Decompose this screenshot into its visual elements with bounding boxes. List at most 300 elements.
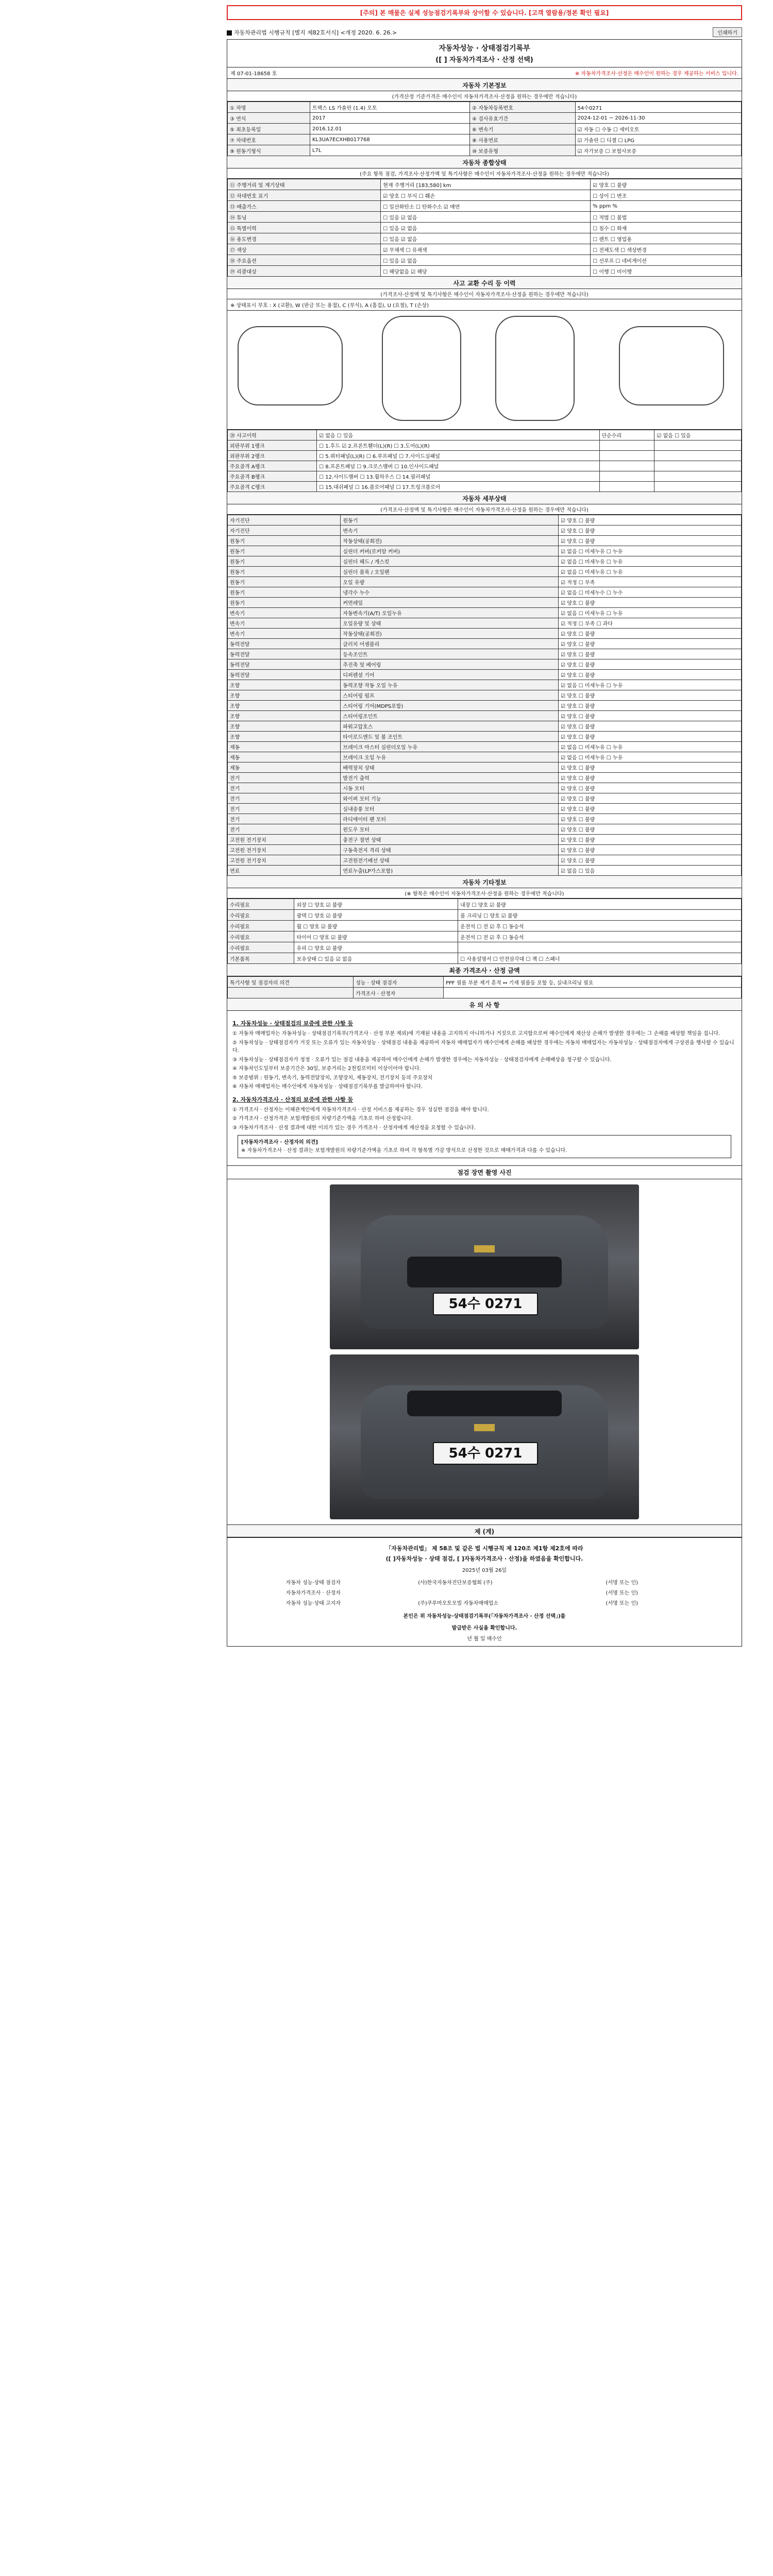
info-row bbox=[228, 145, 742, 156]
detail-cell: 전기 bbox=[228, 793, 341, 804]
detail-row bbox=[228, 598, 742, 608]
accident-cell bbox=[654, 482, 742, 492]
options-cell: ☐ 사용설명서 ☐ 안전삼각대 ☐ 잭 ☐ 스패너 bbox=[458, 953, 742, 964]
car-side-left-icon bbox=[238, 326, 343, 405]
detail-cell: ☑ 없음 ☐ 있음 bbox=[559, 866, 742, 876]
inspection-photo-front bbox=[330, 1184, 639, 1349]
overall-cell: ☐ 있음 ☑ 없음 bbox=[381, 255, 591, 266]
detail-cell: 추진축 및 베어링 bbox=[341, 659, 559, 670]
section-sub-info: (가격산정 기준가격은 매수인이 자동차가격조사·산정을 원하는 경우에만 적습니다) bbox=[227, 91, 742, 101]
info-row bbox=[228, 113, 742, 124]
detail-row bbox=[228, 639, 742, 649]
options-table bbox=[227, 899, 742, 964]
result-cell: PPF 필름 부분 제거 흔적 ↔ 기재 필름등 포함 등, 실내크리닝 필요 bbox=[443, 977, 741, 988]
detail-row bbox=[228, 793, 742, 804]
section-sub-detail: (가격조사·산정액 및 특기사항은 매수인이 자동차가격조사·산정을 원하는 경우에만 적습니다) bbox=[227, 504, 742, 515]
accident-cell: ☐ 12.사이드멤버 ☐ 13.휠하우스 ☐ 14.필러패널 bbox=[317, 471, 599, 482]
detail-row bbox=[228, 824, 742, 835]
detail-cell: 변속기 bbox=[228, 618, 341, 629]
detail-cell: ☑ 양호 ☐ 불량 bbox=[559, 762, 742, 773]
detail-cell: 조향 bbox=[228, 701, 341, 711]
price-opinion-box bbox=[238, 1135, 731, 1158]
detail-row bbox=[228, 711, 742, 721]
detail-cell: 원동기 bbox=[228, 567, 341, 577]
section-title-options: 자동차 기타정보 bbox=[227, 876, 742, 888]
detail-cell: ☑ 없음 ☐ 미세누유 ☐ 누유 bbox=[559, 546, 742, 556]
detail-cell: 작동상태(공회전) bbox=[341, 536, 559, 546]
overall-row bbox=[228, 212, 742, 223]
result-table bbox=[227, 976, 742, 998]
detail-row bbox=[228, 536, 742, 546]
detail-cell: 원동기 bbox=[228, 577, 341, 587]
overall-cell: ☐ 일산화탄소 ☐ 탄화수소 ☑ 매연 bbox=[381, 201, 591, 212]
accident-cell bbox=[599, 451, 654, 461]
square-bullet-icon bbox=[227, 30, 232, 36]
detail-cell: ☑ 양호 ☐ 불량 bbox=[559, 814, 742, 824]
accident-row bbox=[228, 430, 742, 440]
overall-cell: ⑪ 주행거리 및 계기상태 bbox=[228, 179, 381, 190]
price-opinion-title: [자동차가격조사 · 산정자의 의견] bbox=[241, 1140, 318, 1146]
detail-cell: ☑ 양호 ☐ 불량 bbox=[559, 659, 742, 670]
detail-table bbox=[227, 515, 742, 876]
detail-cell: 타이로드엔드 및 볼 조인트 bbox=[341, 732, 559, 742]
section-title-end: 제 (계) bbox=[227, 1524, 742, 1537]
info-cell: ① 차명 bbox=[228, 102, 310, 113]
detail-cell: 등속조인트 bbox=[341, 649, 559, 659]
overall-row bbox=[228, 179, 742, 190]
detail-cell: 자기진단 bbox=[228, 515, 341, 526]
notes-heading-1: 1. 자동차성능 · 상태점검의 보증에 관한 사항 등 bbox=[232, 1020, 354, 1027]
detail-cell: ☑ 양호 ☐ 불량 bbox=[559, 515, 742, 526]
document-headline bbox=[227, 67, 742, 79]
info-cell: 54수0271 bbox=[575, 102, 741, 113]
detail-row bbox=[228, 515, 742, 526]
detail-cell: ☑ 양호 ☐ 불량 bbox=[559, 536, 742, 546]
info-cell: 2016.12.01 bbox=[310, 124, 469, 134]
detail-cell: 조향 bbox=[228, 711, 341, 721]
overall-cell: ☐ 있음 ☑ 없음 bbox=[381, 212, 591, 223]
detail-row bbox=[228, 732, 742, 742]
overall-cell: ⑬ 배출가스 bbox=[228, 201, 381, 212]
accident-cell: 외판부위 2랭크 bbox=[228, 451, 317, 461]
accident-legend bbox=[227, 299, 742, 311]
certification-date: 2025년 03월 26일 bbox=[462, 1568, 507, 1574]
signer-row bbox=[283, 1597, 686, 1607]
detail-row bbox=[228, 556, 742, 567]
info-cell: ☑ 자동 ☐ 수동 ☐ 세미오토 bbox=[575, 124, 741, 134]
accident-legend-text: ※ 상태표시 부호 : X (교환), W (판금 또는 용접), C (부식), A (흠집), U (요철), T (손상) bbox=[230, 303, 429, 309]
info-cell: ⑤ 최초등록일 bbox=[228, 124, 310, 134]
notes-heading-2: 2. 자동차가격조사 · 산정의 보증에 관한 사항 등 bbox=[232, 1096, 354, 1103]
overall-row bbox=[228, 255, 742, 266]
detail-cell: 제동 bbox=[228, 762, 341, 773]
info-cell: ④ 검사유효기간 bbox=[470, 113, 575, 124]
overall-cell: ☐ 적법 ☐ 불법 bbox=[591, 212, 742, 223]
buyer-sign-line: 년 월 일 매수인 bbox=[467, 1636, 502, 1642]
detail-cell: ☑ 양호 ☐ 불량 bbox=[559, 721, 742, 732]
section-sub-options: (※ 항목은 매수인이 자동차가격조사·산정을 원하는 경우에만 적습니다) bbox=[227, 888, 742, 899]
detail-cell: 전기 bbox=[228, 783, 341, 793]
result-cell bbox=[228, 988, 354, 998]
detail-row bbox=[228, 526, 742, 536]
detail-cell: 파워고압호스 bbox=[341, 721, 559, 732]
options-cell: 내장 ☐ 양호 ☑ 불량 bbox=[458, 899, 742, 910]
overall-row bbox=[228, 233, 742, 244]
detail-cell: 원동기 bbox=[228, 536, 341, 546]
detail-cell: ☑ 양호 ☐ 불량 bbox=[559, 670, 742, 680]
price-opinion-text: ※ 자동차가격조사 · 산정 결과는 보험개발원의 차량기준가액을 기초로 하여 각 항목별 가감 방식으로 산정한 것으로 매매가격과 다를 수 있습니다. bbox=[241, 1147, 567, 1154]
options-row bbox=[228, 942, 742, 953]
result-cell: 특기사항 및 점검자의 의견 bbox=[228, 977, 354, 988]
detail-cell: 동력전달 bbox=[228, 659, 341, 670]
section-title-notes: 유 의 사 항 bbox=[227, 998, 742, 1011]
accident-cell bbox=[599, 482, 654, 492]
info-row bbox=[228, 134, 742, 145]
overall-cell: ☐ 전체도색 ☐ 색상변경 bbox=[591, 244, 742, 255]
detail-cell: 전기 bbox=[228, 814, 341, 824]
note-paragraph: ① 가격조사 · 산정자는 이해관계인에게 자동차가격조사 · 산정 서비스를 제공하는 경우 성실한 점검을 해야 합니다. bbox=[232, 1107, 489, 1113]
detail-cell: ☑ 양호 ☐ 불량 bbox=[559, 639, 742, 649]
detail-cell: 배력장치 상태 bbox=[341, 762, 559, 773]
info-cell: ⑦ 차대번호 bbox=[228, 134, 310, 145]
detail-cell: ☑ 양호 ☐ 불량 bbox=[559, 629, 742, 639]
detail-cell: 변속기 bbox=[228, 629, 341, 639]
options-cell: 수리필요 bbox=[228, 899, 294, 910]
overall-cell: ☐ 해당없음 ☑ 해당 bbox=[381, 266, 591, 277]
detail-cell: 고전원 전기장치 bbox=[228, 845, 341, 855]
options-cell: 운전석 ☐ 전 ☑ 후 ☐ 동승석 bbox=[458, 921, 742, 931]
detail-cell: 조향 bbox=[228, 732, 341, 742]
top-bar bbox=[227, 27, 742, 37]
signer-row bbox=[283, 1577, 686, 1587]
detail-cell: 연료 bbox=[228, 866, 341, 876]
accident-cell: 주요골격 C랭크 bbox=[228, 482, 317, 492]
accident-cell bbox=[599, 461, 654, 471]
document-header bbox=[227, 40, 742, 67]
detail-row bbox=[228, 618, 742, 629]
detail-cell: ☑ 적정 ☐ 부족 ☐ 과다 bbox=[559, 618, 742, 629]
result-cell: 가격조사 · 산정자 bbox=[354, 988, 444, 998]
detail-row bbox=[228, 721, 742, 732]
detail-cell: ☑ 양호 ☐ 불량 bbox=[559, 701, 742, 711]
car-bottom-icon bbox=[495, 316, 575, 421]
options-row bbox=[228, 931, 742, 942]
section-title-result: 최종 가격조사 · 산정 금액 bbox=[227, 964, 742, 976]
note-paragraph: ③ 자동차가격조사 · 산정 결과에 대한 이의가 있는 경우 가격조사 · 산정자에게 재산정을 요청할 수 있습니다. bbox=[232, 1125, 476, 1131]
result-row bbox=[228, 977, 742, 988]
detail-cell: 원동기 bbox=[228, 556, 341, 567]
accident-cell: ☐ 1.후드 ☑ 2.프론트휀더(L)(R) ☐ 3.도어(L)(R) bbox=[317, 440, 599, 451]
detail-cell: 커먼레일 bbox=[341, 598, 559, 608]
form-title bbox=[227, 28, 397, 37]
detail-cell: 제동 bbox=[228, 742, 341, 752]
accident-cell: ☐ 5.쿼터패널(L)(R) ☐ 6.루프패널 ☐ 7.사이드실패널 bbox=[317, 451, 599, 461]
note-paragraph: ⑥ 자동차 매매업자는 매수인에게 자동차성능 · 상태점검기록부를 발급하여야 합니다. bbox=[232, 1084, 423, 1090]
detail-cell: 작동상태(공회전) bbox=[341, 629, 559, 639]
car-grille bbox=[407, 1257, 562, 1287]
detail-cell: 구동축전지 격리 상태 bbox=[341, 845, 559, 855]
detail-cell: 원동기 bbox=[341, 515, 559, 526]
section-title-overall: 자동차 종합상태 bbox=[227, 156, 742, 168]
accident-row bbox=[228, 471, 742, 482]
detail-cell: 클러치 어셈블리 bbox=[341, 639, 559, 649]
overall-cell: ☐ 상이 ☐ 변조 bbox=[591, 190, 742, 201]
document bbox=[227, 0, 742, 1647]
accident-cell bbox=[654, 471, 742, 482]
overall-cell: ⑫ 차대번호 표기 bbox=[228, 190, 381, 201]
accident-row bbox=[228, 440, 742, 451]
section-title-detail: 자동차 세부상태 bbox=[227, 492, 742, 504]
detail-cell: 디퍼렌셜 기어 bbox=[341, 670, 559, 680]
detail-cell: 와이퍼 모터 기능 bbox=[341, 793, 559, 804]
detail-cell: ☑ 양호 ☐ 불량 bbox=[559, 783, 742, 793]
options-cell: 룸 크리닝 ☐ 양호 ☑ 불량 bbox=[458, 910, 742, 921]
overall-row bbox=[228, 266, 742, 277]
signer-cell: 자동차가격조사 · 산정자 bbox=[285, 1590, 341, 1596]
print-button[interactable]: 인쇄하기 bbox=[713, 27, 742, 37]
detail-cell: 제동 bbox=[228, 752, 341, 762]
info-cell: ③ 연식 bbox=[228, 113, 310, 124]
buyer-confirm-1: 본인은 위 자동차성능·상태점검기록부(「자동차가격조사 · 산정 선택」)를 bbox=[403, 1614, 566, 1620]
detail-cell: ☑ 없음 ☐ 미세누유 ☐ 누유 bbox=[559, 567, 742, 577]
detail-cell: 동력조향 작동 오일 누유 bbox=[341, 680, 559, 690]
note-paragraph: ① 자동차 매매업자는 자동차성능 · 상태점검기록부(가격조사 · 산정 부분 제외)에 기재된 내용을 고지하지 아니하거나 거짓으로 고지함으로써 매수인에게 재산상 손해가 발생한 경우에는 그 손해를 배상할 책임을 집니다. bbox=[232, 1031, 720, 1037]
accident-cell bbox=[654, 461, 742, 471]
notes-list-1 bbox=[232, 1030, 736, 1091]
detail-row bbox=[228, 577, 742, 587]
overall-cell: ☐ 선루프 ☐ 네비게이션 bbox=[591, 255, 742, 266]
detail-row bbox=[228, 680, 742, 690]
section-title-info: 자동차 기본정보 bbox=[227, 79, 742, 91]
info-cell: ⑧ 사용연료 bbox=[470, 134, 575, 145]
detail-cell: ☑ 없음 ☐ 미세누유 ☐ 누유 bbox=[559, 752, 742, 762]
detail-cell: 충전구 절연 상태 bbox=[341, 835, 559, 845]
signer-cell: 자동차 성능·상태 고지자 bbox=[285, 1600, 341, 1606]
detail-cell: 조향 bbox=[228, 721, 341, 732]
detail-cell: 변속기 bbox=[341, 526, 559, 536]
detail-cell: 원동기 bbox=[228, 587, 341, 598]
detail-row bbox=[228, 629, 742, 639]
overall-cell: 현재 주행거리 [183,580] km bbox=[381, 179, 591, 190]
section-sub-accident: (가격조사·산정액 및 특기사항은 매수인이 자동차가격조사·산정을 원하는 경우에만 적습니다) bbox=[227, 289, 742, 299]
detail-cell: 실린더 커버(로커암 커버) bbox=[341, 546, 559, 556]
detail-cell: 윈도우 모터 bbox=[341, 824, 559, 835]
warning-banner: [주의] 본 매물은 실제 성능점검기록부와 상이할 수 있습니다. [고객 열람용/정본 확인 필요] bbox=[227, 5, 742, 20]
info-cell: ⑥ 변속기 bbox=[470, 124, 575, 134]
detail-cell: 라디에이터 팬 모터 bbox=[341, 814, 559, 824]
detail-cell: 전기 bbox=[228, 773, 341, 783]
accident-cell: 외판부위 1랭크 bbox=[228, 440, 317, 451]
options-cell: 수리필요 bbox=[228, 910, 294, 921]
detail-cell: ☑ 양호 ☐ 불량 bbox=[559, 845, 742, 855]
signer-cell: (서명 또는 인) bbox=[606, 1580, 638, 1586]
overall-cell: ☑ 무채색 ☐ 유채색 bbox=[381, 244, 591, 255]
detail-row bbox=[228, 546, 742, 556]
overall-row bbox=[228, 223, 742, 233]
license-plate-front: 54수 0271 bbox=[433, 1293, 538, 1315]
info-cell: ⑨ 원동기형식 bbox=[228, 145, 310, 156]
info-cell: 2024-12-01 ~ 2026-11-30 bbox=[575, 113, 741, 124]
notes-body bbox=[227, 1011, 742, 1165]
detail-cell: 조향 bbox=[228, 690, 341, 701]
notes-list-2 bbox=[232, 1106, 736, 1132]
overall-cell: % ppm % bbox=[591, 201, 742, 212]
detail-cell: ☑ 양호 ☐ 불량 bbox=[559, 690, 742, 701]
accident-cell bbox=[599, 471, 654, 482]
detail-cell: 자기진단 bbox=[228, 526, 341, 536]
overall-row bbox=[228, 190, 742, 201]
options-row bbox=[228, 899, 742, 910]
accident-row bbox=[228, 482, 742, 492]
note-paragraph: ④ 자동차인도일부터 보증기간은 30일, 보증거리는 2천킬로미터 이상이어야 합니다. bbox=[232, 1066, 421, 1072]
overall-row bbox=[228, 244, 742, 255]
options-cell bbox=[458, 942, 742, 953]
result-cell bbox=[443, 988, 741, 998]
inspection-photo-rear bbox=[330, 1354, 639, 1519]
options-row bbox=[228, 910, 742, 921]
detail-cell: ☑ 양호 ☐ 불량 bbox=[559, 598, 742, 608]
detail-cell: 발전기 출력 bbox=[341, 773, 559, 783]
info-cell: ☑ 자가보증 ☐ 보험사보증 bbox=[575, 145, 741, 156]
detail-cell: 원동기 bbox=[228, 546, 341, 556]
overall-cell: ☐ 있음 ☑ 없음 bbox=[381, 223, 591, 233]
info-row bbox=[228, 124, 742, 134]
detail-cell: 동력전달 bbox=[228, 649, 341, 659]
note-paragraph: ⑤ 보증범위 : 원동기, 변속기, 동력전달장치, 조향장치, 제동장치, 전기장치 등의 주요장치 bbox=[232, 1075, 433, 1081]
options-cell: 타이어 ☐ 양호 ☑ 불량 bbox=[294, 931, 458, 942]
signer-cell bbox=[415, 1587, 602, 1597]
overall-cell: ☐ 있음 ☑ 없음 bbox=[381, 233, 591, 244]
info-cell: 트랙스 LS 가솔린 (1.4) 오토 bbox=[310, 102, 469, 113]
signer-cell: (주)쿠루마오토모빌 자동차매매업소 bbox=[418, 1600, 499, 1606]
overall-cell: ⑲ 리콜대상 bbox=[228, 266, 381, 277]
options-cell: 수리필요 bbox=[228, 921, 294, 931]
info-cell: ☑ 가솔린 ☐ 디젤 ☐ LPG bbox=[575, 134, 741, 145]
detail-row bbox=[228, 670, 742, 680]
options-row bbox=[228, 921, 742, 931]
overall-cell: ⑭ 튜닝 bbox=[228, 212, 381, 223]
document-title: 자동차성능 · 상태점검기록부 bbox=[439, 44, 530, 53]
detail-cell: 실내송풍 모터 bbox=[341, 804, 559, 814]
detail-cell: 브레이크 오일 누유 bbox=[341, 752, 559, 762]
detail-cell: ☑ 양호 ☐ 불량 bbox=[559, 711, 742, 721]
result-row bbox=[228, 988, 742, 998]
detail-cell: 고전원 전기장치 bbox=[228, 835, 341, 845]
info-cell: ② 자동차등록번호 bbox=[470, 102, 575, 113]
accident-cell: 단순수리 bbox=[599, 430, 654, 440]
info-cell: KL3UA7ECXHB017768 bbox=[310, 134, 469, 145]
options-cell: 광택 ☐ 양호 ☑ 불량 bbox=[294, 910, 458, 921]
note-paragraph: ③ 자동차성능 · 상태점검자가 정정 · 오류가 있는 점검 내용을 제공하여 매수인에게 손해가 발생한 경우에는 자동차성능 · 상태점검자에게 손해배상을 청구할 수 있습니다. bbox=[232, 1057, 612, 1063]
accident-cell bbox=[599, 440, 654, 451]
detail-cell: 오일 유량 bbox=[341, 577, 559, 587]
car-diagram bbox=[227, 311, 742, 430]
detail-row bbox=[228, 587, 742, 598]
detail-cell: 연료누출(LP가스포함) bbox=[341, 866, 559, 876]
overall-cell: ☐ 침수 ☐ 화재 bbox=[591, 223, 742, 233]
accident-table bbox=[227, 430, 742, 492]
signer-cell: (서명 또는 인) bbox=[606, 1600, 638, 1606]
accident-cell: ☐ 15.대쉬패널 ☐ 16.플로어패널 ☐ 17.트렁크플로어 bbox=[317, 482, 599, 492]
accident-cell bbox=[654, 440, 742, 451]
form-title-text: 자동차관리법 시행규칙 [별지 제82호서식] <개정 2020. 6. 26.> bbox=[234, 29, 397, 36]
info-cell: ⑩ 보증유형 bbox=[470, 145, 575, 156]
detail-cell: 변속기 bbox=[228, 608, 341, 618]
detail-cell: 자동변속기(A/T) 오일누유 bbox=[341, 608, 559, 618]
detail-cell: 전기 bbox=[228, 824, 341, 835]
note-paragraph: ② 가격조사 · 산정가격은 보험개발원의 차량기준가액을 기초로 하여 산정합니다. bbox=[232, 1116, 413, 1122]
detail-cell: ☑ 양호 ☐ 불량 bbox=[559, 824, 742, 835]
detail-cell: 스티어링 펌프 bbox=[341, 690, 559, 701]
accident-cell bbox=[654, 451, 742, 461]
accident-cell: ⑳ 사고이력 bbox=[228, 430, 317, 440]
detail-cell: 브레이크 마스터 실린더오일 누유 bbox=[341, 742, 559, 752]
overall-cell: ☐ 이행 ☐ 미이행 bbox=[591, 266, 742, 277]
detail-cell: 조향 bbox=[228, 680, 341, 690]
overall-cell: ☐ 렌트 ☐ 영업용 bbox=[591, 233, 742, 244]
info-cell: 2017 bbox=[310, 113, 469, 124]
options-cell: 휠 ☐ 양호 ☑ 불량 bbox=[294, 921, 458, 931]
detail-row bbox=[228, 762, 742, 773]
detail-cell: ☑ 양호 ☐ 불량 bbox=[559, 526, 742, 536]
detail-row bbox=[228, 608, 742, 618]
detail-cell: 실린더 블록 / 오일팬 bbox=[341, 567, 559, 577]
result-cell: 성능 · 상태 점검자 bbox=[354, 977, 444, 988]
signature-table bbox=[283, 1577, 686, 1607]
options-cell: 운전석 ☐ 전 ☑ 후 ☐ 동승석 bbox=[458, 931, 742, 942]
accident-row bbox=[228, 451, 742, 461]
detail-cell: ☑ 양호 ☐ 불량 bbox=[559, 835, 742, 845]
options-cell: 기본품목 bbox=[228, 953, 294, 964]
detail-row bbox=[228, 855, 742, 866]
section-title-photos: 점검 장면 촬영 사진 bbox=[227, 1165, 742, 1179]
accident-cell: 주요골격 A랭크 bbox=[228, 461, 317, 471]
certification-line: ([ ]자동차성능 · 상태 점검, [ ]자동차가격조사 · 산정)을 하였음을 확인합니다. bbox=[385, 1555, 583, 1563]
options-cell: 유리 ☐ 양호 ☑ 불량 bbox=[294, 942, 458, 953]
detail-row bbox=[228, 835, 742, 845]
detail-cell: 동력전달 bbox=[228, 670, 341, 680]
detail-cell: 고전원전기배선 상태 bbox=[341, 855, 559, 866]
accident-cell: ☐ 8.프론트패널 ☐ 9.크로스멤버 ☐ 10.인사이드패널 bbox=[317, 461, 599, 471]
info-cell: L7L bbox=[310, 145, 469, 156]
inspection-sheet bbox=[227, 39, 742, 1647]
overall-cell: ⑱ 주요옵션 bbox=[228, 255, 381, 266]
overall-row bbox=[228, 201, 742, 212]
detail-row bbox=[228, 845, 742, 855]
detail-row bbox=[228, 773, 742, 783]
note-paragraph: ② 자동차성능 · 상태점검자가 거짓 또는 오류가 있는 자동차성능 · 상태점검 내용을 제공하여 자동차 매매업자가 매수인에게 손해를 배상한 경우에는 자동차 매매업자는 자동차성능 · 상태점검자에게 구상권을 행사할 수 있습니다. bbox=[232, 1040, 734, 1054]
accident-cell: ☑ 없음 ☐ 있음 bbox=[317, 430, 599, 440]
detail-row bbox=[228, 701, 742, 711]
options-cell: 외장 ☐ 양호 ☑ 불량 bbox=[294, 899, 458, 910]
detail-row bbox=[228, 752, 742, 762]
overall-cell: ☑ 양호 ☐ 부식 ☐ 훼손 bbox=[381, 190, 591, 201]
detail-cell: 동력전달 bbox=[228, 639, 341, 649]
detail-cell: 실린더 헤드 / 개스킷 bbox=[341, 556, 559, 567]
options-cell: 수리필요 bbox=[228, 931, 294, 942]
detail-row bbox=[228, 804, 742, 814]
detail-cell: ☑ 양호 ☐ 불량 bbox=[559, 804, 742, 814]
car-emblem-icon bbox=[474, 1245, 495, 1252]
document-subtitle: ([ ] 자동차가격조사 · 산정 선택) bbox=[435, 56, 533, 64]
signer-row bbox=[283, 1587, 686, 1597]
detail-cell: ☑ 양호 ☐ 불량 bbox=[559, 649, 742, 659]
accident-cell: ☑ 없음 ☐ 있음 bbox=[654, 430, 742, 440]
license-plate-rear: 54수 0271 bbox=[433, 1442, 538, 1465]
overall-cell: ⑰ 색상 bbox=[228, 244, 381, 255]
detail-cell: ☑ 없음 ☐ 미세누유 ☐ 누유 bbox=[559, 608, 742, 618]
detail-cell: 냉각수 누수 bbox=[341, 587, 559, 598]
